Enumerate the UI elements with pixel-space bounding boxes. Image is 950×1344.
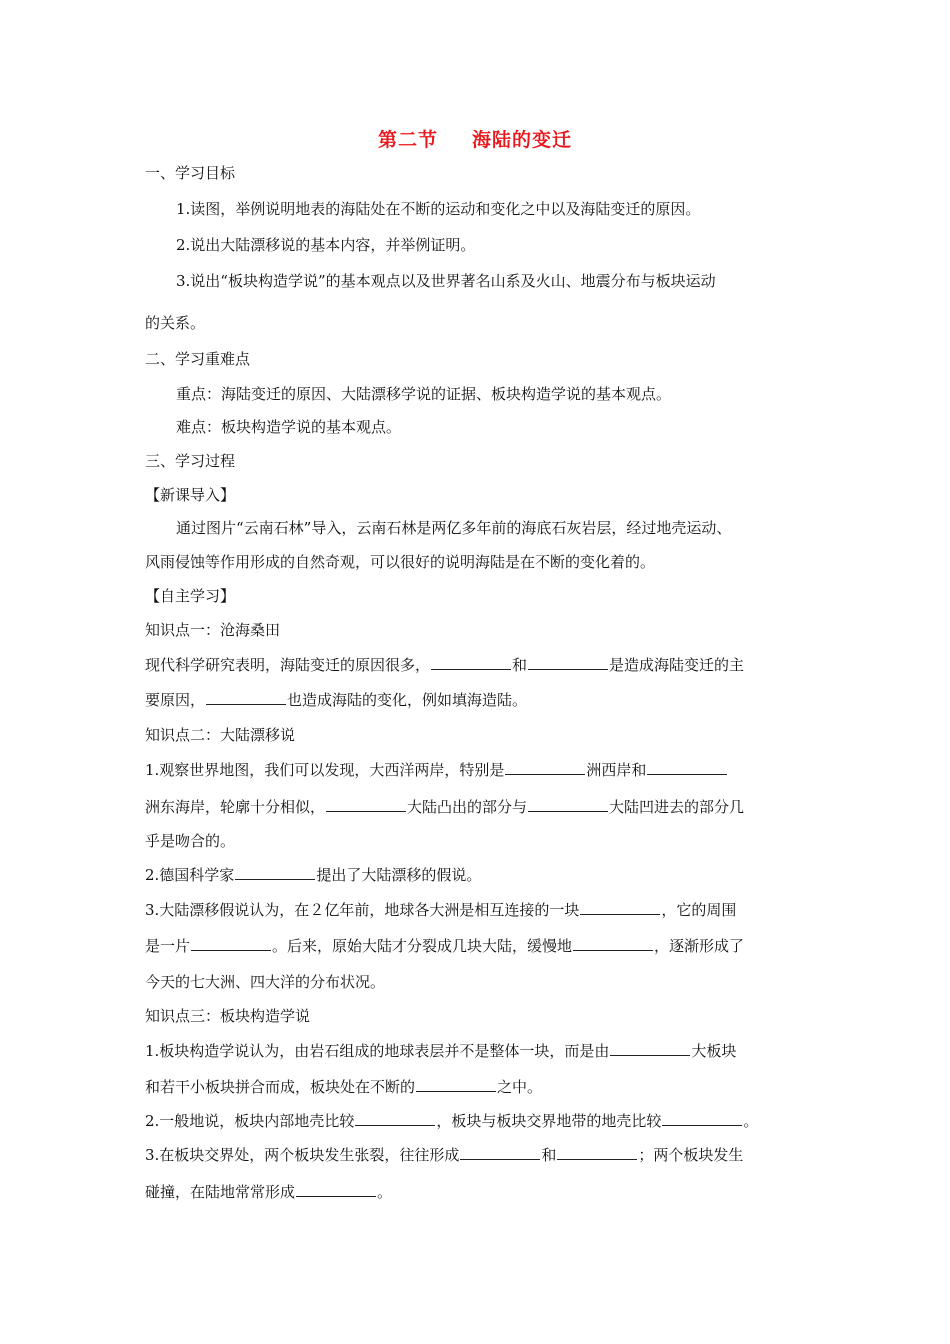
fill-blank[interactable] (505, 760, 585, 775)
kp3-q3-line-2: 碰撞，在陆地常常形成 。 (145, 1183, 393, 1201)
kp2-q2: 2.德国科学家 提出了大陆漂移的假说。 (145, 866, 482, 884)
kp3-q1-line-2: 和若干小板块拼合而成，板块处在不断的 之中。 (145, 1078, 543, 1096)
self-study-heading: 【自主学习】 (145, 587, 236, 605)
objective-3: 3.说出“板块构造学说”的基本观点以及世界著名山系及火山、地震分布与板块运动 (176, 272, 716, 290)
kp3-q2: 2.一般地说，板块内部地壳比较 ，板块与板块交界地带的地壳比较 。 (145, 1112, 759, 1130)
page-title (0, 125, 950, 152)
difficult-point: 难点：板块构造学说的基本观点。 (176, 418, 402, 436)
fill-blank[interactable] (528, 655, 608, 670)
fill-blank[interactable] (647, 760, 727, 775)
fill-blank[interactable] (355, 1111, 435, 1126)
knowledge-point-3-heading: 知识点三：板块构造学说 (145, 1007, 311, 1025)
kp1-line-1: 现代科学研究表明，海陆变迁的原因很多， 和 是造成海陆变迁的主 (145, 656, 745, 674)
title-section-number: 第二节 (377, 129, 438, 151)
knowledge-point-1-heading: 知识点一：沧海桑田 (145, 621, 281, 639)
title-topic: 海陆的变迁 (472, 129, 573, 151)
intro-text: 通过图片“云南石林”导入，云南石林是两亿多年前的海底石灰岩层，经过地壳运动、 (176, 519, 732, 537)
fill-blank[interactable] (573, 936, 653, 951)
kp1-line-2: 要原因， 也造成海陆的变化，例如填海造陆。 (145, 691, 528, 709)
intro-heading: 【新课导入】 (145, 486, 236, 504)
kp2-q1-line-2: 洲东海岸，轮廓十分相似， 大陆凸出的部分与 大陆凹进去的部分几 (145, 798, 745, 816)
kp3-q1-line-1: 1.板块构造学说认为，由岩石组成的地球表层并不是整体一块，而是由 大板块 (145, 1042, 737, 1060)
kp2-q1-line-1: 1.观察世界地图，我们可以发现，大西洋两岸，特别是 洲西岸和 (145, 760, 728, 780)
objective-3-cont: 的关系。 (145, 314, 206, 332)
fill-blank[interactable] (206, 690, 286, 705)
kp2-q3-line-1: 3.大陆漂移假说认为，在２亿年前，地球各大洲是相互连接的一块 ，它的周围 (145, 901, 737, 919)
fill-blank[interactable] (326, 797, 406, 812)
fill-blank[interactable] (557, 1145, 637, 1160)
fill-blank[interactable] (296, 1182, 376, 1197)
fill-blank[interactable] (662, 1111, 742, 1126)
knowledge-point-2-heading: 知识点二：大陆漂移说 (145, 726, 296, 744)
fill-blank[interactable] (580, 900, 660, 915)
fill-blank[interactable] (528, 797, 608, 812)
kp2-q3-line-3: 今天的七大洲、四大洋的分布状况。 (145, 973, 386, 991)
section-heading-focus: 二、学习重难点 (145, 350, 251, 368)
fill-blank[interactable] (431, 655, 511, 670)
fill-blank[interactable] (460, 1145, 540, 1160)
fill-blank[interactable] (235, 865, 315, 880)
kp3-q3-line-1: 3.在板块交界处，两个板块发生张裂，往往形成 和 ；两个板块发生 (145, 1146, 744, 1164)
section-heading-process: 三、学习过程 (145, 452, 236, 470)
fill-blank[interactable] (416, 1077, 496, 1092)
section-heading-objectives: 一、学习目标 (145, 164, 236, 182)
key-point: 重点：海陆变迁的原因、大陆漂移学说的证据、板块构造学说的基本观点。 (176, 385, 672, 403)
fill-blank[interactable] (191, 936, 271, 951)
kp2-q3-line-2: 是一片 。后来，原始大陆才分裂成几块大陆，缓慢地 ，逐渐形成了 (145, 937, 745, 955)
fill-blank[interactable] (610, 1041, 690, 1056)
objective-1: 1.读图，举例说明地表的海陆处在不断的运动和变化之中以及海陆变迁的原因。 (176, 200, 701, 218)
kp2-q1-line-3: 乎是吻合的。 (145, 832, 236, 850)
objective-2: 2.说出大陆漂移说的基本内容，并举例证明。 (176, 236, 476, 254)
intro-text-cont: 风雨侵蚀等作用形成的自然奇观，可以很好的说明海陆是在不断的变化着的。 (145, 553, 656, 571)
